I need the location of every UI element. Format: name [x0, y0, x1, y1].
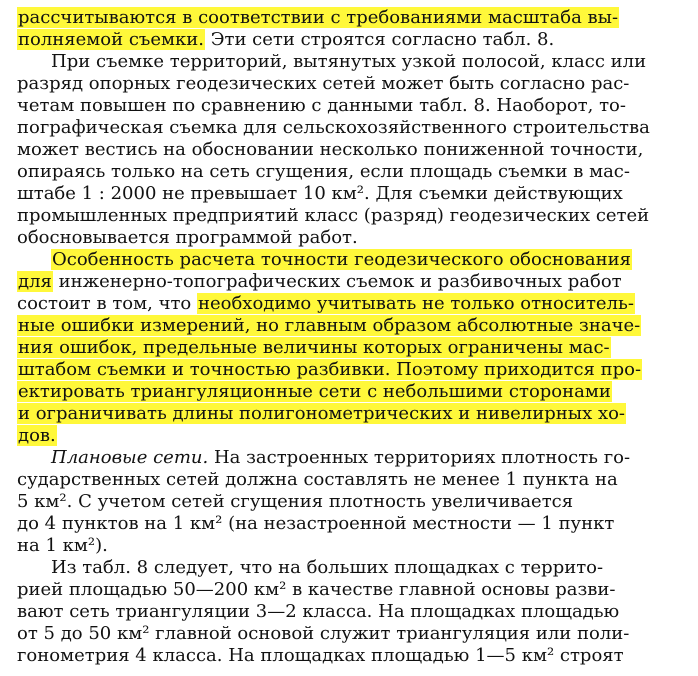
text-line: [17, 381, 681, 403]
text-line: [17, 425, 681, 447]
text-line: [17, 513, 681, 535]
highlighted-text: дов.: [18, 425, 56, 446]
text-segment: Из табл. 8 следует, что на больших площадках с террито-: [51, 557, 604, 578]
text-line: [51, 51, 681, 73]
text-line: [17, 7, 681, 29]
highlighted-text: для: [18, 271, 52, 292]
text-segment: от 5 до 50 км² главной основой служит триангуляция или поли-: [17, 623, 630, 644]
text-line: [17, 337, 681, 359]
text-line: [17, 601, 681, 623]
text-line: [17, 293, 681, 315]
text-segment: штабе 1 : 2000 не превышает 10 км². Для съемки действующих: [17, 183, 623, 204]
text-line: [17, 359, 681, 381]
text-segment: может вестись на обосновании несколько пониженной точности,: [17, 139, 644, 160]
text-segment: гонометрия 4 класса. На площадках площадью 1—5 км² строят: [17, 645, 624, 666]
text-segment: четам повышен по сравнению с данными табл. 8. Наоборот, то-: [17, 95, 626, 116]
text-line: [17, 227, 681, 249]
text-segment: вают сеть триангуляции 3—2 класса. На площадках площадью: [17, 601, 620, 622]
text-line: [17, 469, 681, 491]
text-segment: состоит в том, что: [17, 293, 197, 314]
text-line: [17, 579, 681, 601]
text-line: [17, 271, 681, 293]
highlighted-text: ния ошибок, предельные величины которых ограничены мас-: [18, 337, 610, 358]
text-line: [17, 645, 681, 667]
text-segment: пографическая съемка для сельскохозяйственного строительства: [17, 117, 650, 138]
text-segment: рией площадью 50—200 км² в качестве главной основы разви-: [17, 579, 616, 600]
text-line: [17, 117, 681, 139]
highlighted-text: полняемой съемки.: [18, 29, 204, 50]
text-segment: обосновывается программой работ.: [17, 227, 358, 248]
text-segment: на 1 км²).: [17, 535, 108, 556]
text-line: [17, 205, 681, 227]
text-segment: На застроенных территориях плотность го-: [208, 447, 631, 468]
text-line: [17, 315, 681, 337]
text-line: [17, 29, 681, 51]
text-line: [17, 183, 681, 205]
text-segment: Эти сети строятся согласно табл. 8.: [205, 29, 555, 50]
text-segment: промышленных предприятий класс (разряд) геодезических сетей: [17, 205, 650, 226]
highlighted-text: и ограничивать длины полигонометрических и нивелирных хо-: [18, 403, 626, 424]
section-heading-italic: Плановые сети.: [51, 447, 209, 468]
text-segment: разряд опорных геодезических сетей может быть согласно рас-: [17, 73, 630, 94]
highlighted-text: необходимо учитывать не только относитель-: [197, 293, 634, 314]
text-segment: 5 км². С учетом сетей сгущения плотность увеличивается: [17, 491, 574, 512]
text-segment: инженерно-топографических съемок и разбивочных работ: [52, 271, 622, 292]
text-segment: При съемке территорий, вытянутых узкой полосой, класс или: [51, 51, 647, 72]
highlighted-text: ные ошибки измерений, но главным образом абсолютные значе-: [18, 315, 641, 336]
text-line: [17, 95, 681, 117]
highlighted-text: рассчитываются в соответствии с требованиями масштаба вы-: [18, 7, 619, 28]
text-line: [17, 403, 681, 425]
text-line: [17, 73, 681, 95]
text-line: [17, 139, 681, 161]
text-line: [51, 447, 681, 469]
text-line: [17, 491, 681, 513]
text-segment: до 4 пунктов на 1 км² (на незастроенной местности — 1 пункт: [17, 513, 615, 534]
highlighted-text: Особенность расчета точности геодезического обоснования: [52, 249, 631, 270]
text-segment: сударственных сетей должна составлять не менее 1 пункта на: [17, 469, 618, 490]
text-line: [51, 557, 681, 579]
highlighted-text: ектировать триангуляционные сети с небольшими сторонами: [18, 381, 611, 402]
text-line: [17, 535, 681, 557]
text-line: [17, 161, 681, 183]
text-segment: опираясь только на сеть сгущения, если площадь съемки в мас-: [17, 161, 630, 182]
highlighted-text: штабом съемки и точностью разбивки. Поэтому приходится про-: [18, 359, 642, 380]
text-line: [17, 623, 681, 645]
text-line: [51, 249, 681, 271]
